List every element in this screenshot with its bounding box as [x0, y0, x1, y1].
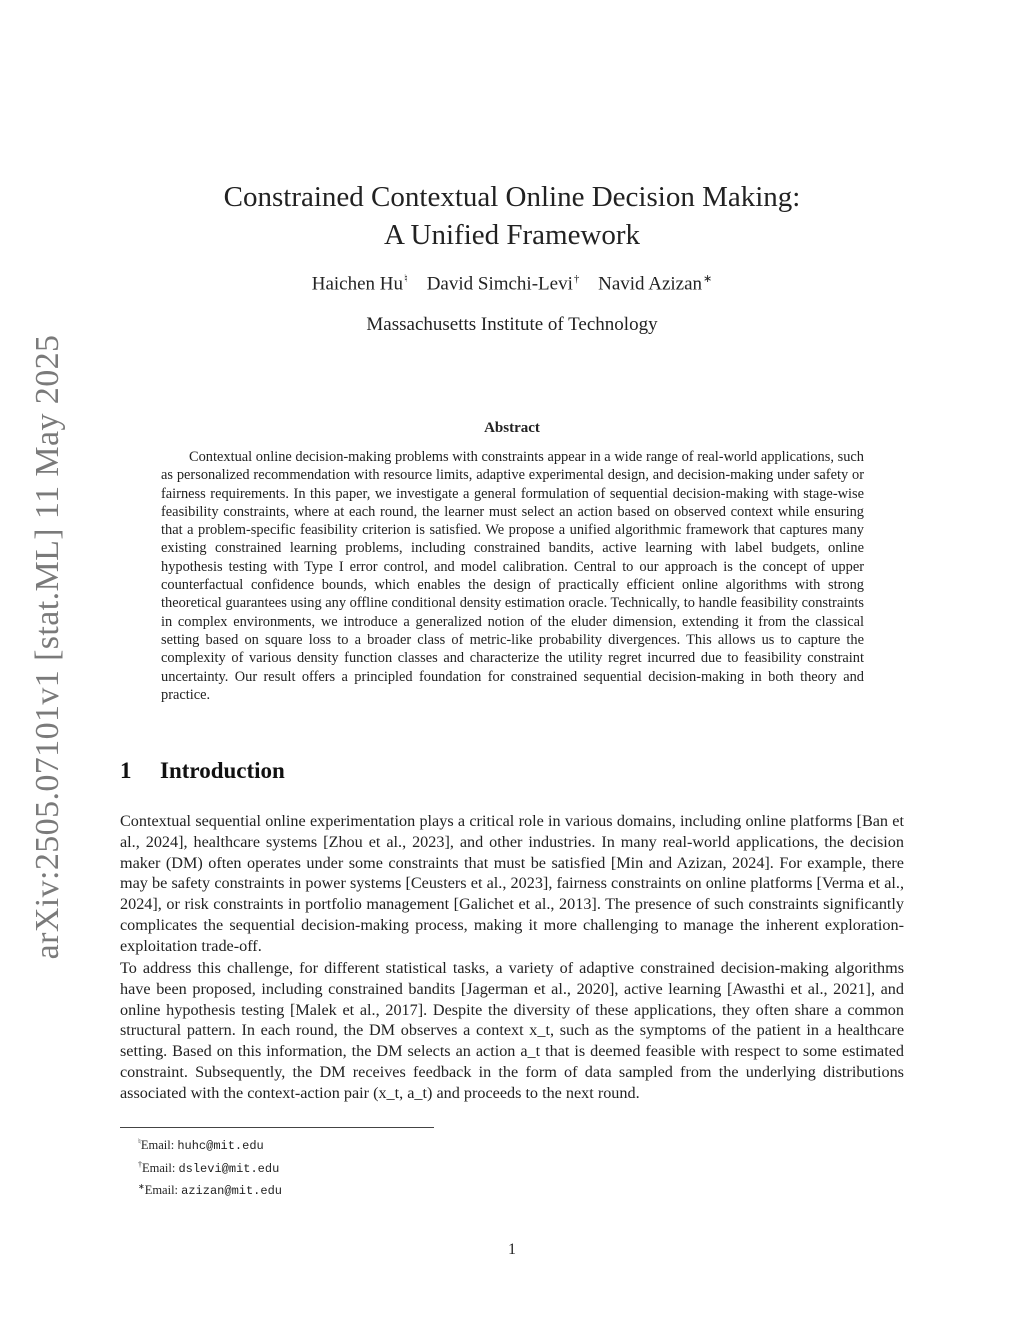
- email-link[interactable]: huhc@mit.edu: [177, 1139, 264, 1154]
- author-mark: ∗: [703, 273, 713, 285]
- footnote-3: [138, 1178, 282, 1201]
- abstract-heading: Abstract: [484, 420, 540, 436]
- paper-title: [0, 178, 1024, 254]
- section-heading-introduction: [120, 758, 285, 784]
- footnote-2: [138, 1156, 282, 1179]
- footnote-label: Email:: [142, 1160, 176, 1175]
- footnote-divider: [120, 1127, 434, 1128]
- author-name: David Simchi-Levi: [426, 273, 573, 295]
- author-mark: †: [573, 273, 580, 285]
- author-3: [598, 272, 712, 295]
- section-title: Introduction: [160, 758, 285, 783]
- intro-paragraph-1: Contextual sequential online experimentation plays a critical role in various domains, including online platforms [Ban et al., 2024], healthcare systems [Zhou et al., 2023], and other industries. In many real-world applications, the decision maker (DM) often operates under some constraints that must be satisfied [Min and Azizan, 2024]. For example, there may be safety constraints in power systems [Ceusters et al., 2023], fairness constraints on online platforms [Verma et al., 2024], or risk constraints in portfolio management [Galichet et al., 2013]. The presence of such constraints significantly complicates the sequential decision-making process, making it more challenging to manage the inherent exploration-exploitation trade-off.: [120, 812, 904, 955]
- arxiv-stamp: arXiv:2505.07101v1 [stat.ML] 11 May 2025: [29, 334, 66, 960]
- author-mark: ♮: [404, 273, 408, 285]
- abstract-body: Contextual online decision-making problems with constraints appear in a wide range of real-world applications, such as personalized recommendation with resource limits, adaptive experimental design, and decision-making under safety or fairness requirements. In this paper, we investigate a general formulation of sequential decision-making with stage-wise feasibility constraints, where at each round, the learner must select an action based on observed context while ensuring that a problem-specific feasibility criterion is satisfied. We propose a unified algorithmic framework that captures many existing constrained learning problems, including constrained bandits, active learning with label budgets, online hypothesis testing with Type I error control, and model calibration. Central to our approach is the concept of upper counterfactual confidence bounds, which enables the design of practically efficient online algorithms with strong theoretical guarantees using any offline conditional density estimation oracle. Technically, to handle feasibility constraints in complex environments, we introduce a generalized notion of the eluder dimension, extending it from the classical setting based on square loss to a broader class of metric-like probability divergences. This allows us to capture the complexity of various density function classes and characterize the utility regret incurred due to feasibility constraint uncertainty. Our result offers a principled foundation for constrained sequential decision-making in both theory and practice.: [161, 449, 864, 703]
- author-name: Navid Azizan: [598, 273, 703, 295]
- title-line-2: A Unified Framework: [383, 219, 641, 251]
- footnote-mark: †: [138, 1159, 142, 1169]
- title-line-1: Constrained Contextual Online Decision Making:: [223, 181, 801, 213]
- author-name: Haichen Hu: [311, 273, 403, 295]
- section-number: 1: [120, 758, 132, 783]
- author-list: [0, 272, 1024, 295]
- footnote-label: Email:: [140, 1138, 175, 1153]
- affiliation: Massachusetts Institute of Technology: [366, 314, 658, 335]
- intro-paragraph-2: To address this challenge, for different statistical tasks, a variety of adaptive constrained decision-making algorithms have been proposed, including constrained bandits [Jagerman et al., 2020], active learning [Awasthi et al., 2021], and online hypothesis testing [Malek et al., 2017]. Despite the diversity of these applications, they often share a common structural pattern. In each round, the DM observes a context x_t, such as the symptoms of the patient in a healthcare setting. Based on this information, the DM selects an action a_t that is deemed feasible with respect to some estimated constraint. Subsequently, the DM receives feedback in the form of data sampled from the underlying distributions associated with the context-action pair (x_t, a_t) and proceeds to the next round.: [120, 959, 904, 1102]
- footnotes: [138, 1133, 282, 1201]
- author-2: [427, 273, 580, 295]
- footnote-1: [138, 1133, 282, 1156]
- author-1: [312, 272, 408, 295]
- email-link[interactable]: dslevi@mit.edu: [178, 1161, 280, 1176]
- page-number: 1: [508, 1241, 516, 1258]
- footnote-mark: ♮: [138, 1137, 141, 1146]
- footnote-mark: ∗: [138, 1182, 145, 1192]
- email-link[interactable]: azizan@mit.edu: [181, 1184, 282, 1199]
- footnote-label: Email:: [144, 1183, 179, 1198]
